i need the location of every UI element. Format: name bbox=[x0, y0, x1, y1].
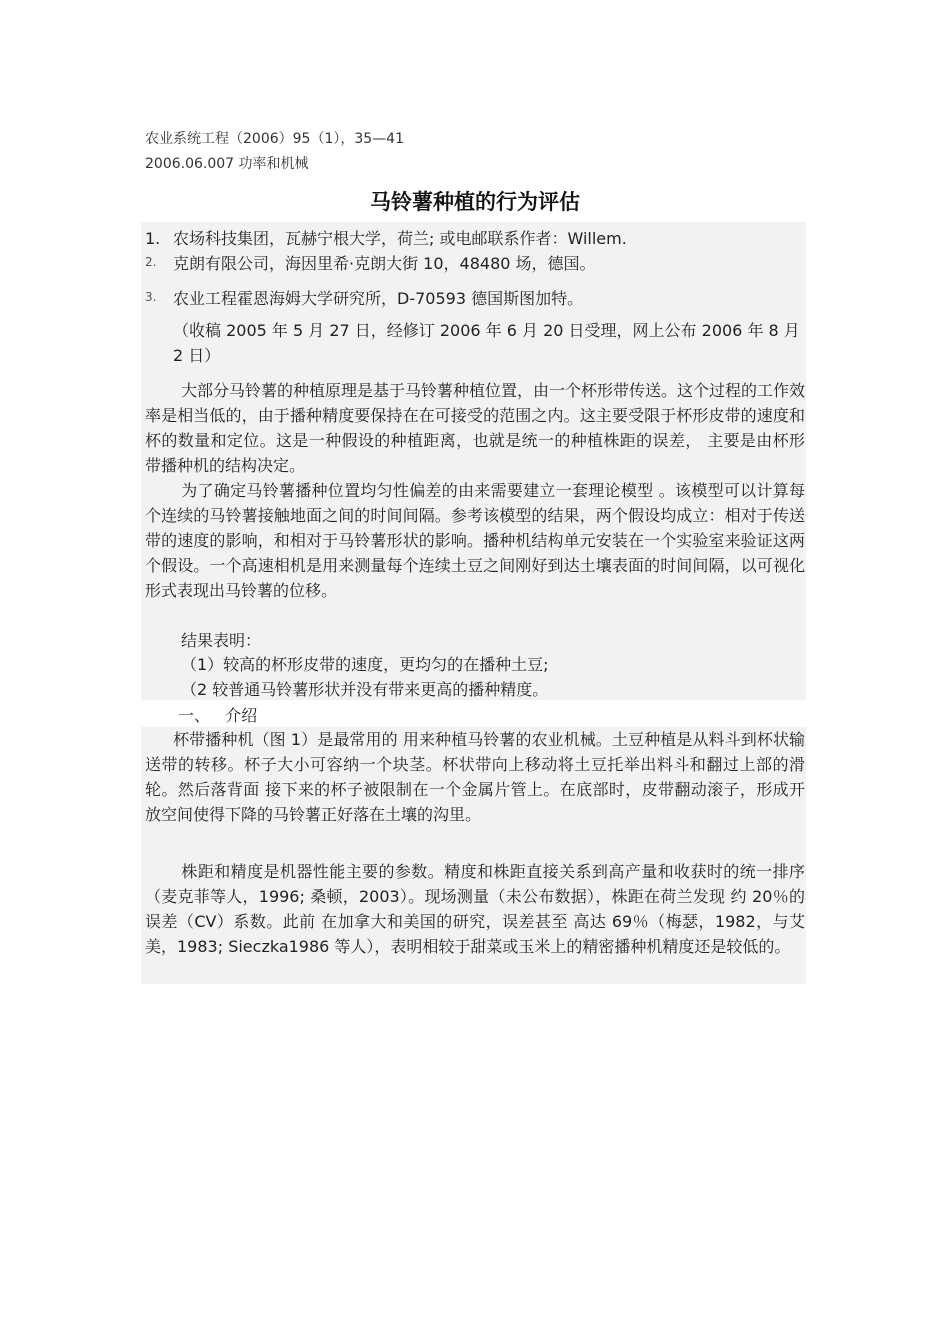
abstract-paragraph-1-text: 大部分马铃薯的种植原理是基于马铃薯种植位置，由一个杯形带传送。这个过程的工作效率是相当低的，由于播种精度要保持在在可接受的范围之内。这主要受限于杯形皮带的速度和杯的数量和定位。这是一种假设的种植距离，也就是统一的种植株距的误差， 主要是由杯形带播种机的结构决定。 bbox=[145, 381, 806, 475]
affiliation-2 bbox=[145, 251, 596, 274]
result-item-1: （1）较高的杯形皮带的速度，更均匀的在播种土豆; bbox=[181, 655, 549, 674]
affiliation-number: 1. bbox=[145, 229, 161, 248]
intro-paragraph-2 bbox=[145, 859, 805, 959]
abstract-paragraph-1 bbox=[145, 378, 805, 478]
paper-title: 马铃薯种植的行为评估 bbox=[370, 190, 580, 214]
journal-citation: 农业系统工程（2006）95（1），35—41 bbox=[145, 131, 404, 147]
results-heading: 结果表明： bbox=[181, 631, 262, 650]
affiliation-number: 3. bbox=[145, 290, 157, 304]
intro-paragraph-2-text: 株距和精度是机器性能主要的参数。精度和株距直接关系到高产量和收获时的统一排序 （麦克菲等人，1996; 桑顿，2003）。现场测量（未公布数据），株距在荷兰发现 约 20％的误差（CV）系数。此前 在加拿大和美国的研究，误差甚至 高达 69％（梅瑟，1982，与艾美，1983; Sieczka1986 等人），表明相较于甜菜或玉米上的精密播种机精度还是较低的。 bbox=[145, 862, 805, 956]
affiliation-text: 克朗有限公司，海因里希·克朗大街 10，48480 场，德国。 bbox=[173, 254, 596, 273]
doi-line: 2006.06.007 功率和机械 bbox=[145, 156, 309, 172]
abstract-paragraph-2 bbox=[145, 478, 805, 603]
intro-paragraph-1 bbox=[145, 727, 805, 827]
intro-paragraph-1-text: 杯带播种机（图 1）是最常用的 用来种植马铃薯的农业机械。土豆种植是从料斗到杯状输送带的转移。杯子大小可容纳一个块茎。杯状带向上移动将土豆托举出料斗和翻过上部的滑轮。然后落背面 接下来的杯子被限制在一个金属片管上。在底部时，皮带翻动滚子，形成开放空间使得下降的马铃薯正好落在土壤的沟里。 bbox=[145, 730, 805, 824]
affiliation-text: 农业工程霍恩海姆大学研究所，D-70593 德国斯图加特。 bbox=[173, 289, 584, 308]
result-item-2: （2 较普通马铃薯形状并没有带来更高的播种精度。 bbox=[181, 680, 549, 699]
affiliation-text: 农场科技集团，瓦赫宁根大学，荷兰; 或电邮联系作者：Willem. bbox=[173, 229, 627, 248]
affiliation-3 bbox=[145, 286, 583, 309]
received-dates: （收稿 2005 年 5 月 27 日，经修订 2006 年 6 月 20 日受理，网上公布 2006 年 8 月 2 日） bbox=[173, 321, 800, 365]
affiliation-number: 2. bbox=[145, 255, 157, 269]
abstract-paragraph-2-text: 为了确定马铃薯播种位置均匀性偏差的由来需要建立一套理论模型 。该模型可以计算每个连续的马铃薯接触地面之间的时间间隔。参考该模型的结果，两个假设均成立：相对于传送带的速度的影响，和相对于马铃薯形状的影响。播种机结构单元安装在一个实验室来验证这两个假设。一个高速相机是用来测量每个连续土豆之间刚好到达土壤表面的时间间隔，以可视化形式表现出马铃薯的位移。 bbox=[145, 481, 805, 600]
section-heading-introduction: 一、 介绍 bbox=[178, 706, 258, 725]
affiliation-1 bbox=[145, 226, 627, 249]
